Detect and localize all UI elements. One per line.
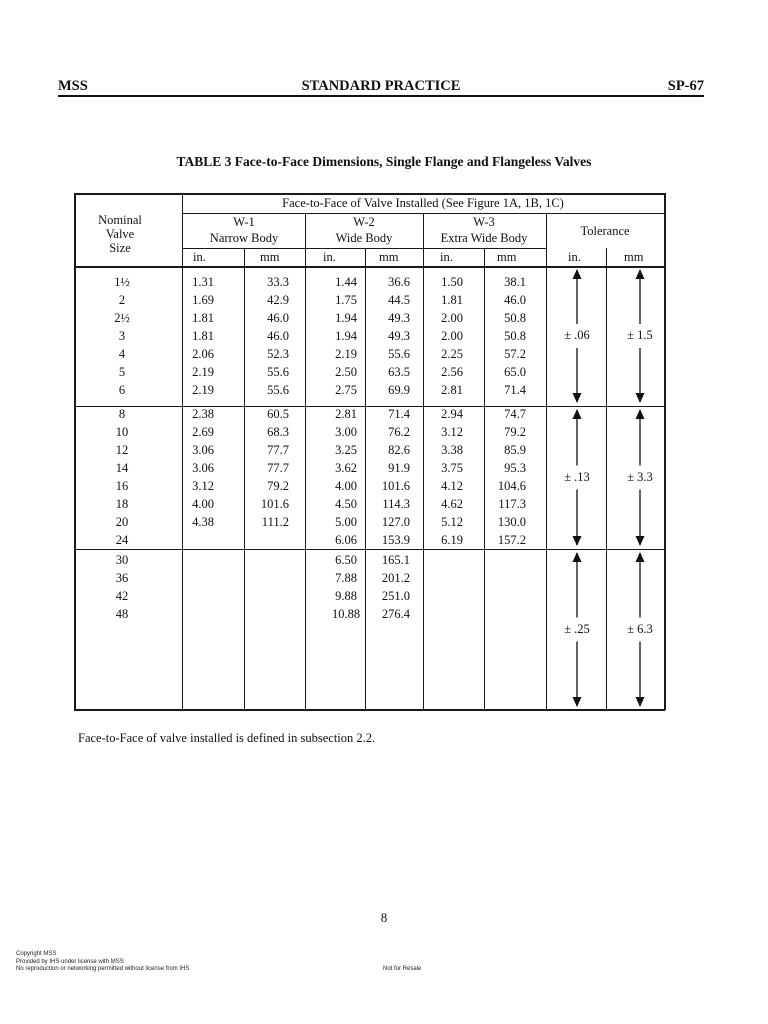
tolerance-header: Tolerance — [580, 224, 630, 238]
tolerance-in: ± .06 — [564, 328, 590, 342]
cell-w1-in: 2.06 — [192, 347, 214, 361]
cell-nominal-size: 20 — [115, 515, 129, 529]
cell-w1-in: 2.19 — [192, 383, 214, 397]
cell-nominal-size: 14 — [115, 461, 129, 475]
table-border-bottom — [74, 709, 665, 711]
cell-nominal-size: 36 — [115, 571, 129, 585]
unit-w3-in: in. — [440, 250, 453, 264]
cell-w1-in: 1.69 — [192, 293, 214, 307]
footer-line: Copyright MSS — [16, 951, 57, 957]
cell-nominal-size: 42 — [115, 589, 129, 603]
cell-w2-mm: 69.9 — [388, 383, 410, 397]
cell-nominal-size: 5 — [118, 365, 126, 379]
cell-w2-in: 4.00 — [335, 479, 357, 493]
cell-w2-mm: 36.6 — [388, 275, 410, 289]
cell-w2-mm: 71.4 — [388, 407, 410, 421]
cell-w2-in: 5.00 — [335, 515, 357, 529]
table-note: Face-to-Face of valve installed is defined in subsection 2.2. — [78, 731, 376, 745]
header-center: STANDARD PRACTICE — [301, 78, 461, 94]
cell-w2-mm: 44.5 — [388, 293, 410, 307]
w3-body: Extra Wide Body — [440, 231, 528, 245]
nominal-header-3: Size — [109, 241, 131, 255]
tolerance-in: ± .25 — [564, 621, 590, 636]
cell-w3-in: 2.94 — [441, 407, 463, 421]
cell-w1-in: 1.31 — [192, 275, 214, 289]
unit-tol-mm: mm — [624, 250, 644, 264]
cell-w1-in: 4.38 — [192, 515, 214, 529]
cell-w1-in: 3.06 — [192, 461, 214, 475]
cell-w2-mm: 55.6 — [388, 347, 410, 361]
col-line-w3-tol — [546, 213, 547, 710]
cell-w2-in: 3.25 — [335, 443, 357, 457]
cell-w1-mm: 77.7 — [267, 461, 289, 475]
cell-w1-mm: 46.0 — [267, 329, 289, 343]
cell-w3-in: 3.75 — [441, 461, 463, 475]
cell-w1-in: 2.69 — [192, 425, 214, 439]
tolerance-mm: ± 6.3 — [627, 621, 653, 636]
cell-w2-in: 2.50 — [335, 365, 357, 379]
rule-group-1-2 — [74, 406, 665, 407]
cell-w3-in: 2.25 — [441, 347, 463, 361]
cell-w3-mm: 157.2 — [497, 533, 526, 547]
cell-w2-mm: 91.9 — [388, 461, 410, 475]
cell-w2-in: 6.06 — [335, 533, 357, 547]
cell-w3-in: 6.19 — [441, 533, 463, 547]
cell-nominal-size: 10 — [115, 425, 129, 439]
cell-w3-in: 2.56 — [441, 365, 463, 379]
nominal-header-2: Valve — [105, 227, 135, 241]
unit-w2-in: in. — [323, 250, 336, 264]
not-for-resale-footer: Not for Resale — [383, 966, 422, 972]
col-line-w1-w2 — [305, 213, 306, 710]
cell-w3-in: 1.50 — [441, 275, 463, 289]
cell-nominal-size: 18 — [115, 497, 129, 511]
table-border-left — [74, 193, 76, 710]
header-rule — [58, 95, 704, 97]
cell-w3-mm: 117.3 — [498, 497, 526, 511]
cell-w2-mm: 201.2 — [381, 571, 410, 585]
copyright-footer — [16, 951, 189, 974]
cell-w1-in: 3.12 — [192, 479, 214, 493]
cell-w2-mm: 82.6 — [388, 443, 410, 457]
cell-w2-in: 1.94 — [335, 311, 357, 325]
group-header: Face-to-Face of Valve Installed (See Figure 1A, 1B, 1C) — [282, 196, 564, 210]
page-number: 8 — [380, 910, 388, 925]
cell-w3-mm: 104.6 — [497, 479, 526, 493]
w1-body: Narrow Body — [209, 231, 279, 245]
unit-w2-mm: mm — [379, 250, 399, 264]
col-line-w1-mid — [244, 248, 245, 710]
rule-under-body-types — [182, 248, 546, 249]
cell-w3-in: 5.12 — [441, 515, 463, 529]
cell-w2-in: 2.19 — [335, 347, 357, 361]
cell-w3-mm: 38.1 — [504, 275, 526, 289]
cell-w2-mm: 49.3 — [388, 329, 410, 343]
cell-w3-in: 3.38 — [441, 443, 463, 457]
w3-code: W-3 — [473, 215, 495, 229]
cell-w3-mm: 46.0 — [504, 293, 526, 307]
cell-w2-in: 7.88 — [335, 571, 357, 585]
tolerance-mm: ± 1.5 — [627, 328, 653, 342]
cell-w1-in: 1.81 — [192, 311, 214, 325]
cell-w1-mm: 101.6 — [260, 497, 289, 511]
cell-nominal-size: 30 — [115, 553, 129, 567]
cell-nominal-size: 2½ — [114, 311, 130, 325]
w2-body: Wide Body — [335, 231, 393, 245]
cell-w3-in: 4.62 — [441, 497, 463, 511]
cell-w2-in: 3.62 — [335, 461, 357, 475]
cell-w2-mm: 114.3 — [382, 497, 410, 511]
w2-code: W-2 — [353, 215, 375, 229]
col-line-nominal — [182, 193, 183, 710]
cell-w3-mm: 85.9 — [504, 443, 526, 457]
cell-w2-mm: 49.3 — [388, 311, 410, 325]
cell-w2-in: 4.50 — [335, 497, 357, 511]
cell-w1-mm: 33.3 — [267, 275, 289, 289]
cell-w1-mm: 42.9 — [267, 293, 289, 307]
cell-w2-mm: 101.6 — [381, 479, 410, 493]
rule-group-2-3 — [74, 549, 665, 550]
col-line-w3-mid — [484, 248, 485, 710]
cell-w3-in: 2.81 — [441, 383, 463, 397]
cell-w3-in: 2.00 — [441, 311, 463, 325]
cell-w3-in: 1.81 — [441, 293, 463, 307]
cell-w1-in: 2.38 — [192, 407, 214, 421]
cell-w1-in: 1.81 — [192, 329, 214, 343]
cell-w2-mm: 63.5 — [388, 365, 410, 379]
unit-w3-mm: mm — [497, 250, 517, 264]
cell-w2-mm: 251.0 — [381, 589, 410, 603]
nominal-header-1: Nominal — [98, 213, 142, 227]
cell-nominal-size: 4 — [118, 347, 126, 361]
tolerance-mm: ± 3.3 — [627, 469, 653, 484]
cell-nominal-size: 3 — [118, 329, 126, 343]
cell-w2-in: 3.00 — [335, 425, 357, 439]
header-right: SP-67 — [667, 78, 704, 94]
cell-w1-in: 4.00 — [192, 497, 214, 511]
cell-w2-in: 1.94 — [335, 329, 357, 343]
cell-w1-mm: 68.3 — [267, 425, 289, 439]
cell-w2-in: 9.88 — [335, 589, 357, 603]
cell-w2-mm: 276.4 — [381, 607, 410, 621]
cell-w3-in: 2.00 — [441, 329, 463, 343]
dimensions-table — [74, 193, 665, 710]
tolerance-in: ± .13 — [564, 469, 590, 484]
cell-w3-in: 4.12 — [441, 479, 463, 493]
header-left: MSS — [58, 78, 88, 94]
cell-w2-mm: 153.9 — [381, 533, 410, 547]
col-line-w2-w3 — [423, 213, 424, 710]
cell-w1-in: 2.19 — [192, 365, 214, 379]
cell-w2-in: 6.50 — [335, 553, 357, 567]
cell-w3-mm: 50.8 — [504, 329, 526, 343]
cell-nominal-size: 16 — [115, 479, 129, 493]
cell-w1-mm: 79.2 — [267, 479, 289, 493]
unit-w1-mm: mm — [260, 250, 280, 264]
cell-w1-in: 3.06 — [192, 443, 214, 457]
footer-line: No reproduction or networking permitted without license from IHS — [16, 966, 190, 972]
col-line-w2-mid — [365, 248, 366, 710]
col-line-tol-mid — [606, 248, 607, 710]
cell-w3-in: 3.12 — [441, 425, 463, 439]
cell-w1-mm: 46.0 — [267, 311, 289, 325]
cell-w3-mm: 50.8 — [504, 311, 526, 325]
running-header — [58, 78, 704, 96]
cell-w1-mm: 52.3 — [267, 347, 289, 361]
cell-w1-mm: 55.6 — [267, 383, 289, 397]
cell-w1-mm: 55.6 — [267, 365, 289, 379]
cell-w2-in: 2.81 — [335, 407, 357, 421]
cell-w3-mm: 57.2 — [504, 347, 526, 361]
cell-w2-mm: 76.2 — [388, 425, 410, 439]
cell-w3-mm: 71.4 — [504, 383, 526, 397]
cell-nominal-size: 8 — [118, 407, 126, 421]
table-border-top — [74, 193, 665, 195]
cell-w3-mm: 65.0 — [504, 365, 526, 379]
cell-w2-in: 1.75 — [335, 293, 357, 307]
w1-code: W-1 — [233, 215, 255, 229]
footer-line: Provided by IHS under license with MSS — [16, 958, 124, 965]
cell-w3-mm: 130.0 — [497, 515, 526, 529]
cell-w3-mm: 95.3 — [504, 461, 526, 475]
cell-nominal-size: 6 — [118, 383, 126, 397]
unit-tol-in: in. — [568, 250, 581, 264]
unit-w1-in: in. — [193, 250, 206, 264]
cell-w2-in: 1.44 — [335, 275, 357, 289]
cell-w2-in: 10.88 — [331, 607, 361, 621]
cell-w1-mm: 60.5 — [267, 407, 289, 421]
cell-nominal-size: 48 — [115, 607, 129, 621]
cell-nominal-size: 2 — [118, 293, 126, 307]
cell-nominal-size: 24 — [115, 533, 129, 547]
cell-w2-mm: 127.0 — [381, 515, 410, 529]
table-border-right — [664, 193, 666, 710]
cell-w3-mm: 79.2 — [504, 425, 526, 439]
cell-w2-in: 2.75 — [335, 383, 357, 397]
table-title: TABLE 3 Face-to-Face Dimensions, Single Flange and Flangeless Valves — [176, 154, 592, 169]
cell-w1-mm: 77.7 — [267, 443, 289, 457]
cell-w1-mm: 111.2 — [261, 515, 289, 529]
cell-w3-mm: 74.7 — [504, 407, 526, 421]
cell-w2-mm: 165.1 — [381, 553, 410, 567]
cell-nominal-size: 1½ — [114, 275, 130, 289]
cell-nominal-size: 12 — [115, 443, 129, 457]
